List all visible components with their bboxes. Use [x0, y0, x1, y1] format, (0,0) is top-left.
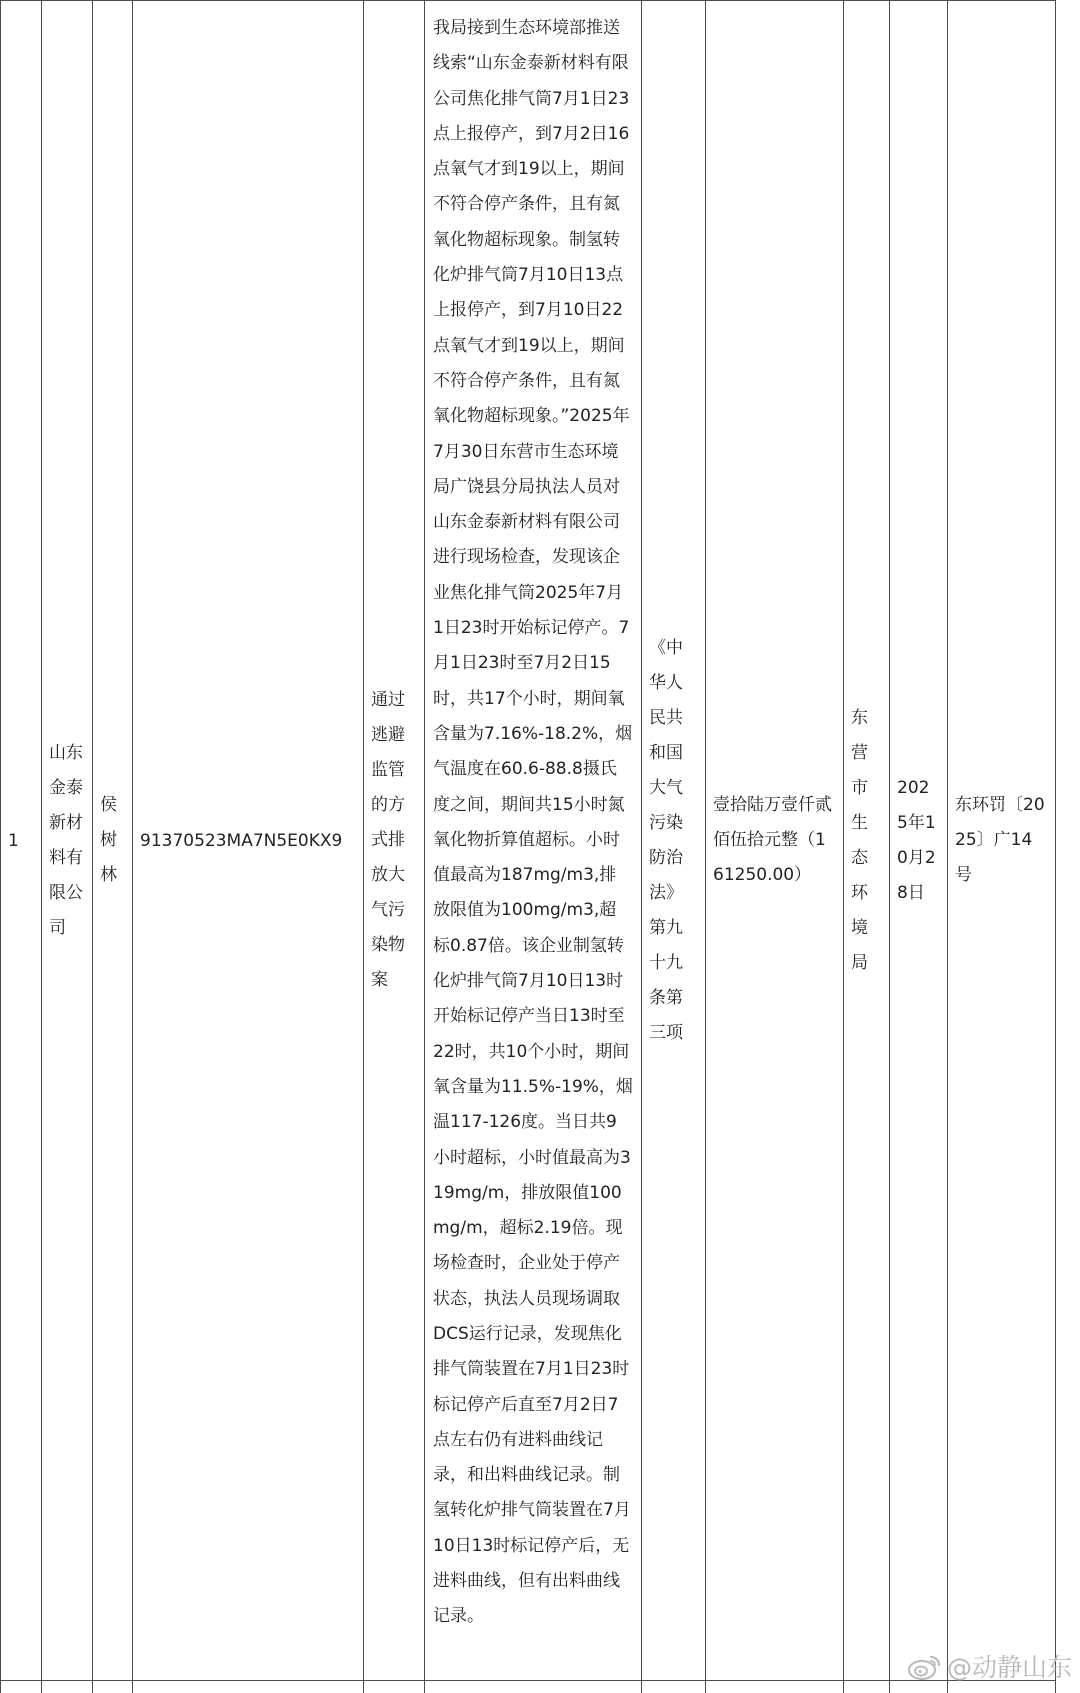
empty-cell [1, 1681, 42, 1693]
row-index: 1 [1, 1, 42, 1681]
decision-date: 2025年10月28日 [890, 1, 948, 1681]
violation-facts: 我局接到生态环境部推送线索“山东金泰新材料有限公司焦化排气筒7月1日23点上报停产，到7月2日16点氧气才到19以上，期间不符合停产条件，且有氮氧化物超标现象。制氢转化炉排气筒7月10日13点上报停产，到7月10日22点氧气才到19以上，期间不符合停产条件，且有氮氧化物超标现象。”2025年7月30日东营市生态环境局广饶县分局执法人员对山东金泰新材料有限公司进行现场检查，发现该企业焦化排气筒2025年7月1日23时开始标记停产。7月1日23时至7月2日15时，共17个小时，期间氧含量为7.16%-18.2%，烟气温度在60.6-88.8摄氏度之间，期间共15小时氮氧化物折算值超标。小时值最高为187mg/m3,排放限值为100mg/m3,超标0.87倍。该企业制氢转化炉排气筒7月10日13时开始标记停产当日13时至22时，共10个小时，期间氧含量为11.5%-19%，烟温117-126度。当日共9小时超标，小时值最高为319mg/m，排放限值100mg/m，超标2.19倍。现场检查时，企业处于停产状态，执法人员现场调取DCS运行记录，发现焦化排气筒装置在7月1日23时标记停产后直至7月2日7点左右仍有进料曲线记录，和出料曲线记录。制氢转化炉排气筒装置在7月10日13时标记停产后，无进料曲线，但有出料曲线记录。 [425, 1, 642, 1681]
company-name: 山东金泰新材料有限公司 [42, 1, 93, 1681]
empty-cell [642, 1681, 706, 1693]
document-number: 东环罚〔2025〕广14号 [948, 1, 1056, 1681]
legal-representative: 侯树林 [93, 1, 133, 1681]
empty-cell [364, 1681, 425, 1693]
weibo-icon [907, 1651, 943, 1681]
table-row-partial [1, 1681, 1056, 1693]
watermark [907, 1648, 1072, 1684]
empty-cell [844, 1681, 890, 1693]
legal-basis: 《中华人民共和国大气污染防治法》第九十九条第三项 [642, 1, 706, 1681]
table-row [1, 1, 1056, 1681]
empty-cell [93, 1681, 133, 1693]
authority: 东营市生态环境局 [844, 1, 890, 1681]
case-name: 通过逃避监管的方式排放大气污染物案 [364, 1, 425, 1681]
credit-code: 91370523MA7N5E0KX9 [133, 1, 364, 1681]
empty-cell [42, 1681, 93, 1693]
penalty-amount: 壹拾陆万壹仟贰佰伍拾元整（161250.00） [706, 1, 844, 1681]
empty-cell [706, 1681, 844, 1693]
empty-cell [133, 1681, 364, 1693]
empty-cell [425, 1681, 642, 1693]
watermark-text: @动静山东 [946, 1653, 1072, 1682]
